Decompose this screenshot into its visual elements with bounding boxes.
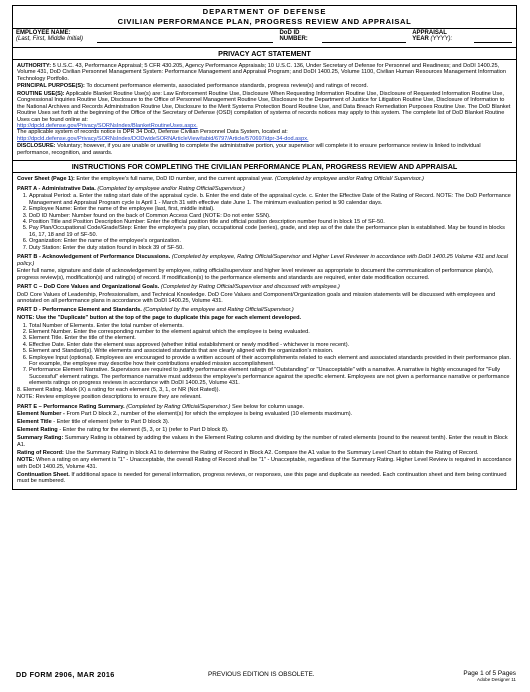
employee-name-sublabel: (Last, First, Middle Initial) [16,36,84,42]
part-b-note: (Completed by employee, Rating Official/Supervisor and Higher Level Reviewer in accordance with DoDI 1400.25 Volume 431 and local policy.) [17,254,509,267]
part-e-paragraph [17,411,512,417]
part-a-heading [17,186,512,192]
employee-name-field[interactable] [94,29,276,47]
privacy-body [13,60,516,160]
instructions-body [13,173,516,488]
appraisal-label: APPRAISAL [412,30,447,36]
part-e-after: See below for column usage. [232,403,305,410]
year-hint: (YYYY): [430,36,453,42]
list-item: 7. Duty Station: Enter the duty station found in block 39 of SF-50. [29,245,512,251]
list-item: 4. Position Title and Position Description Number: Enter the official position title and official position description number found in block 15 of SF-50. [29,219,512,225]
part-e-note: (Completed by Rating Official/Supervisor.) [126,403,231,410]
list-item: 7. Performance Element Narrative. Supervisors are required to justify performance element ratings of "Outstanding" or "Unacceptable" with a narrative. A narrative is highly encouraged for "Fully Successful" element ratings. The performance narrative must address the employee's performance against the specific element. Employees are not given a performance narrative or performance elements ratings on progress reviews in accordance with DoDI 1400.25, Volume 431. [29,367,512,386]
part-b-text: Enter full name, signature and date of acknowledgement by employee, rating official/supervisor and higher level reviewer as appropriate to document the communication of performance plan(s), progress review(s), modification(s) and rating(s) of record. If modification(s) to the performance elements and standards are required, enter date modification occurred. [17,268,494,281]
part-e-text: When a rating on any element is "1" - Unacceptable, the overall Rating of Record shall be "1" - Unacceptable, regardless of the Summary Rating. Higher Level Review is required in accordance with DoDI 1400.25, Volume 431. [17,457,512,470]
authority-text: 5 U.S.C. 43, Performance Appraisal; 5 CFR 430.205, Agency Performance Appraisals; 10 U.S.C. 136, Under Secretary of Defense for Personnel and Readiness; and DoDI 1400.25, Volume 431, DoD Civilian Personnel Management System: Performance Management and Appraisal Program; and DoDI 1400.25, Volume 1100, Civilian Human Resources Management Information Technology Portfolio. [17,63,506,82]
list-item: 6. Organization: Enter the name of the employee's organization. [29,238,512,244]
employee-name-label-cell [13,29,94,47]
part-e-label: Rating of Record: [17,449,64,456]
list-item: 1. Total Number of Elements. Enter the total number of elements. [29,323,512,329]
part-a-note: (Completed by employee and/or Rating Official/Supervisor.) [97,185,245,192]
part-e-label: Element Rating [17,427,58,434]
cover-sheet-text: Enter the employee's full name, DoD ID number, and the current appraisal year. [76,176,274,183]
routine-paragraph [17,91,512,129]
part-d-list [17,323,512,387]
page-number: Page 1 of 5 Pages [463,670,516,677]
part-e-text: - Enter the rating for the element (5, 3, or 1) (refer to Part D block 8). [59,427,229,434]
dodid-label-cell [276,29,319,47]
part-e-text: - Enter title of element (refer to Part D block 3). [53,419,170,426]
year-label: YEAR [412,36,429,42]
part-e-label: NOTE: [17,457,35,464]
list-item: 3. DoD ID Number: Number found on the back of Common Access Card (NOTE: Do not enter SSN). [29,213,512,219]
dodid-field[interactable] [319,29,409,47]
part-d-heading [17,307,512,313]
part-e-paragraph [17,450,512,456]
appraisal-year-label-cell [409,29,471,47]
dodid-label: DoD ID [279,30,300,36]
part-e-label: Summary Rating: [17,435,64,442]
instructions-title: INSTRUCTIONS FOR COMPLETING THE CIVILIAN PERFORMANCE PLAN, PROGRESS REVIEW AND APPRAISAL [13,160,516,173]
part-d-warning: NOTE: Use the "Duplicate" button at the top of the page to duplicate this page for each element developed. [17,314,302,321]
part-e-label: Continuation Sheet. [17,471,70,478]
previous-edition-notice: PREVIOUS EDITION IS OBSOLETE. [208,671,315,678]
part-e-paragraph [17,472,512,485]
list-item: 5. Element and Standard(s). Write elements and associated standards that are clearly aligned with the organization's mission. [29,348,512,354]
routine-label: ROUTINE USE(S): [17,91,65,97]
part-e-paragraph [17,457,512,470]
part-d-item-8: 8. Element Rating. Mark (X) a rating for each element (5, 3, 1, or NR (Not Rated)). [17,386,221,393]
list-item: 3. Element Title. Enter the title of the element. [29,335,512,341]
dodid-sublabel: NUMBER: [279,36,308,42]
disclosure-text: Voluntary; however, if you are unable or unwilling to complete the administrative portion, your supervisor will complete it to ensure performance review is linked to individual performance, recognition, and awards. [17,143,481,156]
part-c-note: (Completed by Rating Official/Supervisor and discussed with employee.) [160,283,340,290]
purpose-label: PRINCIPAL PURPOSE(S): [17,83,85,90]
list-item: 1. Appraisal Period: a. Enter the rating start date of the appraisal cycle. b. Enter the end date of the appraisal cycle. c. Enter the Effective Date of the Rating of Record. NOTE: The DoD Performance Management and Appraisal Program cycle is April 1 - March 31 with effective date June 1. The minimum evaluation period is 90 calendar days. [29,193,512,206]
form-title: CIVILIAN PERFORMANCE PLAN, PROGRESS REVIEW AND APPRAISAL [13,16,516,29]
employee-name-label: EMPLOYEE NAME: [16,30,71,36]
part-a-list [17,193,512,251]
privacy-title: PRIVACY ACT STATEMENT [13,48,516,60]
page-counter [463,670,516,682]
routine-text: Applicable Blanket Routine Use(s) are: Law Enforcement Routine Use, Disclosure When Requesting Information Routine Use, Disclosure of Requested Information Routine Use, Congressional Inquiries Routine Use, Disclosure to the Office of Personnel Management Routine Use, Disclosure to the Department of Justice for Litigation Routine Use, Disclosure of Information to the National Archives and Records Administration Routine Use, Disclosure to the Merit Systems Protection Board Routine Use, and Data Breach Remediation Purposes Routine Use. The DoD Blanket Routine Uses set forth at the beginning of the Office of the Secretary of Defense (OSD) compilation of systems of records notices may apply to this system. The complete list of DoD Blanket Routine Uses can be found online at: [17,91,511,123]
routine-uses-link[interactable]: http://dpcld.defense.gov/Privacy/SORNsIndex/BlanketRoutineUses.aspx. [17,123,198,130]
part-e-paragraph [17,419,512,425]
authority-label: AUTHORITY: [17,63,52,69]
part-b-heading [17,254,512,267]
form-number: DD FORM 2906, MAR 2016 [16,670,115,679]
part-e-label: PART E – Performance Rating Summary. [17,403,125,410]
sorn-link[interactable]: http://dpcld.defense.gov/Privacy/SORNsIndex/DODwideSORNArticleView/tabid/6797/Article/570697/dpr-34-dod.aspx. [17,135,309,142]
form-page [12,5,517,490]
sorn-paragraph [17,129,512,142]
appraisal-year-field[interactable] [471,29,516,47]
part-e-text: From Part D block 2., number of the element(s) for which the employee is being evaluated (10 elements maximum). [66,411,353,418]
part-e-heading [17,404,512,410]
part-c-label: PART C – DoD Core Values and Organizational Goals. [17,283,160,290]
purpose-paragraph [17,83,512,89]
authority-paragraph [17,63,512,82]
purpose-text: To document performance elements, associated performance standards, progress review(s) and ratings of record. [86,83,368,90]
part-e-label: Element Number - [17,411,65,418]
agency-heading: DEPARTMENT OF DEFENSE [202,7,327,16]
list-item: 5. Pay Plan/Occupational Code/Grade/Step: Enter the employee's pay plan, occupational code (series), grade, and step as of the date the performance plan is established. May be found in blocks 16, 17, 18 and 19 of SF-50. [29,225,512,238]
list-item: 4. Effective Date. Enter date the element was approved (whether initial establishment or newly modified - whichever is more recent). [29,342,512,348]
cover-sheet-label: Cover Sheet (Page 1): [17,176,75,183]
disclosure-paragraph [17,143,512,156]
part-e-text: Use the Summary Rating in block A1 to determine the Rating of Record in Block A2. Compare the A1 value to the Summary Level Chart to obtain the Rating of Record. [65,449,479,456]
list-item: 6. Employee Input (optional). Employees are encouraged to provide a written account of their accomplishments related to each element and associated standards provided in their performance plan. For example, the employee may describe how their contributions enabled mission accomplishment. [29,355,512,368]
cover-sheet-paragraph [17,176,512,182]
disclosure-label: DISCLOSURE: [17,143,56,150]
cover-sheet-note: (Completed by employee and/or Rating Official/ Supervisor.) [274,176,424,183]
part-e-text: If additional space is needed for general information, progress reviews, or responses, use this page and duplicate as needed. Each continuation sheet and item being continued must be numbered. [17,471,507,485]
part-e-text: Summary Rating is obtained by adding the values in the Element Rating column and dividing by the number of rated elements (round to the nearest tenth). Enter the result in Block A1. [17,435,508,448]
part-d-label: PART D - Performance Element and Standards. [17,307,142,314]
part-e-paragraph [17,435,512,448]
part-e-paragraph [17,427,512,433]
part-c-heading [17,284,512,290]
list-item: 2. Employee Name: Enter the name of the employee (last, first, middle initial). [29,206,512,212]
form-frame [12,5,517,490]
part-a-label: PART A - Administrative Data. [17,185,96,192]
part-c-text: DoD Core Values of Leadership, Professionalism, and Technical Knowledge. DoD Core Values and Component/Organization goals and mission statements will be discussed with employees and annotated on all performance plans in accordance with DoDI 1400.25, Volume 431. [17,291,496,304]
employee-info-row [13,29,516,48]
part-d-note-2: NOTE: Review employee position descriptions to ensure they are relevant. [17,394,202,401]
part-d-note: (Completed by the employee and Rating Official/Supervisor.) [143,307,294,314]
designer-credit: Adobe Designer 11 [477,677,516,682]
list-item: 2. Element Number. Enter the corresponding number to the element against which the employee is being evaluated. [29,329,512,335]
sorn-text: The applicable system of records notice is DPR 34 DoD, Defense Civilian Personnel Data System, located at: [17,129,288,136]
part-b-label: PART B - Acknowledgement of Performance Discussions. [17,254,171,261]
part-e-label: Element Title [17,419,52,426]
